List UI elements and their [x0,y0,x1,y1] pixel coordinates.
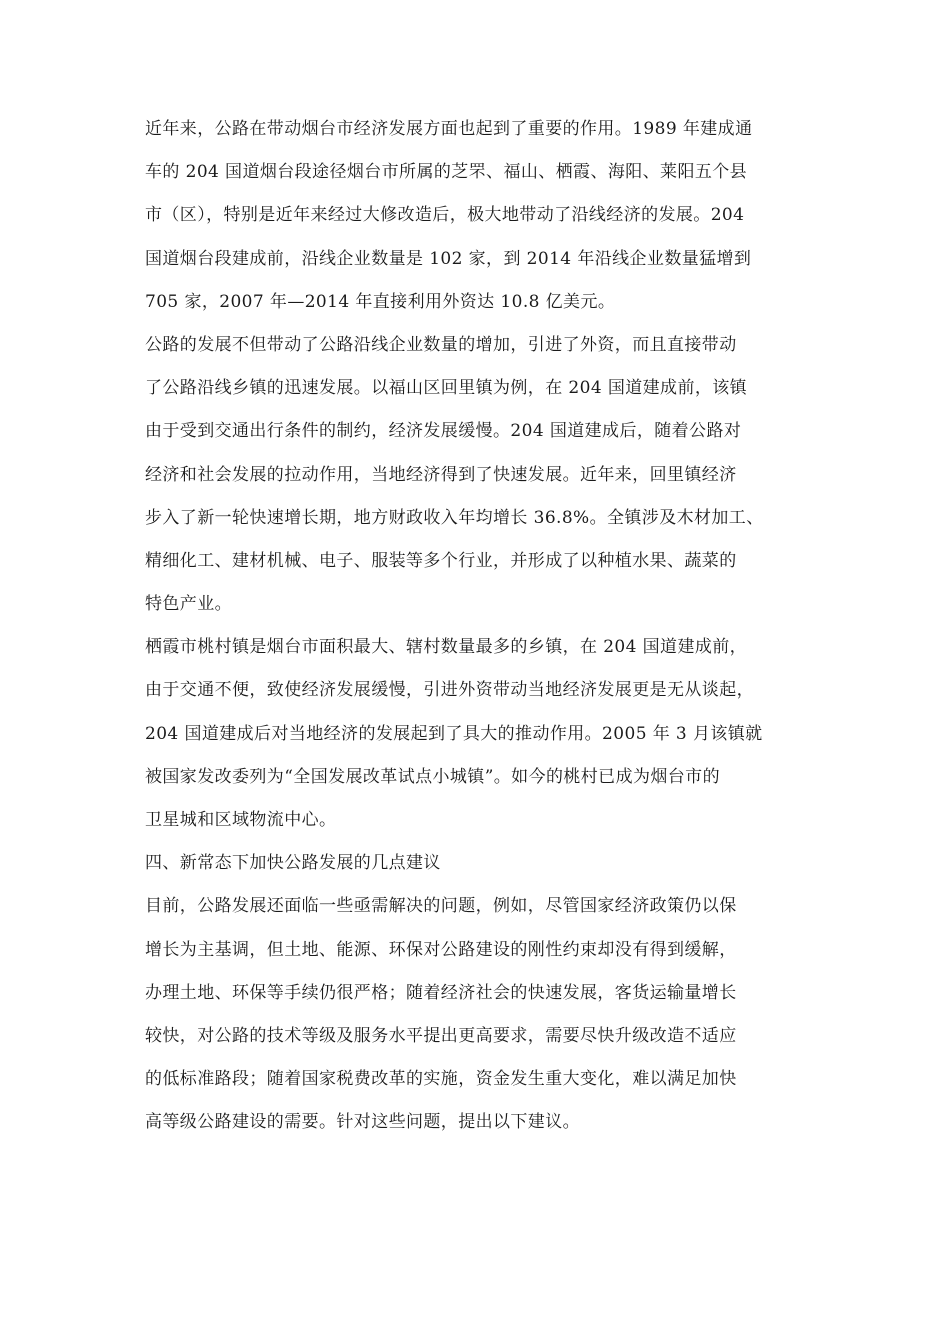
text-line: 204 国道建成后对当地经济的发展起到了具大的推动作用。2005 年 3 月该镇就 [145,723,763,744]
text-line: 较快，对公路的技术等级及服务水平提出更高要求，需要尽快升级改造不适应 [145,1025,737,1046]
paragraph-current-issues [145,885,815,1144]
text-line: 的低标准路段；随着国家税费改革的实施，资金发生重大变化，难以满足加快 [145,1069,737,1090]
text-line: 了公路沿线乡镇的迅速发展。以福山区回里镇为例，在 204 国道建成前，该镇 [145,378,748,399]
text-line: 705 家，2007 年—2014 年直接利用外资达 10.8 亿美元。 [145,291,616,312]
text-line: 经济和社会发展的拉动作用，当地经济得到了快速发展。近年来，回里镇经济 [145,464,737,485]
text-line: 增长为主基调，但土地、能源、环保对公路建设的刚性约束却没有得到缓解， [145,939,737,960]
text-line: 目前，公路发展还面临一些亟需解决的问题，例如，尽管国家经济政策仍以保 [145,896,737,917]
text-line: 精细化工、建材机械、电子、服装等多个行业，并形成了以种植水果、蔬菜的 [145,550,737,571]
paragraph-huili-town [145,324,815,626]
text-line: 国道烟台段建成前，沿线企业数量是 102 家，到 2014 年沿线企业数量猛增到 [145,248,752,269]
document-body [145,108,815,1145]
text-line: 市（区），特别是近年来经过大修改造后，极大地带动了沿线经济的发展。204 [145,205,745,226]
text-line: 栖霞市桃村镇是烟台市面积最大、辖村数量最多的乡镇，在 204 国道建成前， [145,637,748,658]
text-line: 卫星城和区域物流中心。 [145,810,337,830]
section-heading [145,842,815,885]
section-heading-text: 四、新常态下加快公路发展的几点建议 [145,853,441,874]
text-line: 由于交通不便，致使经济发展缓慢，引进外资带动当地经济发展更是无从谈起， [145,680,754,701]
text-line: 车的 204 国道烟台段途径烟台市所属的芝罘、福山、栖霞、海阳、莱阳五个县 [145,162,748,183]
text-line: 步入了新一轮快速增长期，地方财政收入年均增长 36.8%。全镇涉及木材加工、 [145,507,764,528]
paragraph-taocun-town [145,626,815,842]
text-line: 近年来，公路在带动烟台市经济发展方面也起到了重要的作用。1989 年建成通 [145,119,753,139]
text-line: 办理土地、环保等手续仍很严格；随着经济社会的快速发展，客货运输量增长 [145,982,737,1003]
paragraph-economic-impact [145,108,815,324]
text-line: 由于受到交通出行条件的制约，经济发展缓慢。204 国道建成后，随着公路对 [145,421,742,442]
text-line: 高等级公路建设的需要。针对这些问题，提出以下建议。 [145,1112,580,1133]
text-line: 特色产业。 [145,594,232,615]
text-line: 公路的发展不但带动了公路沿线企业数量的增加，引进了外资，而且直接带动 [145,334,737,355]
text-line: 被国家发改委列为“全国发展改革试点小城镇”。如今的桃村已成为烟台市的 [145,766,720,787]
